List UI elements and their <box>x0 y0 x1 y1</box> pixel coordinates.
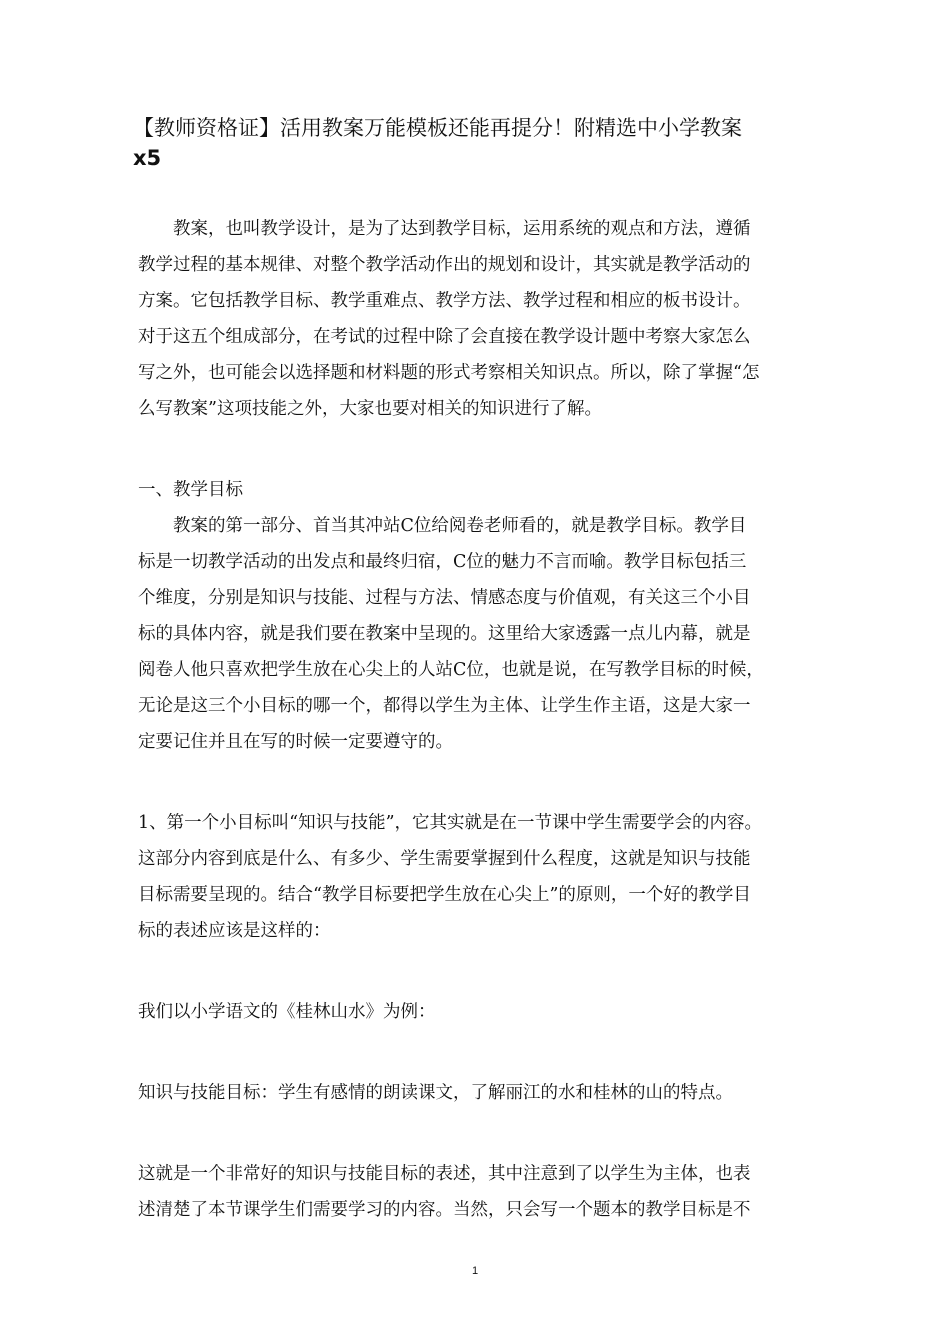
paragraph-line: 对于这五个组成部分，在考试的过程中除了会直接在教学设计题中考察大家怎么 <box>138 327 751 347</box>
paragraph-line: 这就是一个非常好的知识与技能目标的表述，其中注意到了以学生为主体，也表 <box>138 1164 751 1184</box>
section-heading: 一、教学目标 <box>138 480 243 500</box>
paragraph-line: 定要记住并且在写的时候一定要遵守的。 <box>138 732 453 752</box>
paragraph-line: 写之外，也可能会以选择题和材料题的形式考察相关知识点。所以，除了掌握“怎 <box>138 363 760 383</box>
paragraph-line: 教学过程的基本规律、对整个教学活动作出的规划和设计，其实就是教学活动的 <box>138 255 751 275</box>
paragraph-line: 阅卷人他只喜欢把学生放在心尖上的人站C位，也就是说，在写教学目标的时候， <box>138 660 764 680</box>
page-number: 1 <box>471 1265 479 1277</box>
paragraph-line: 个维度，分别是知识与技能、过程与方法、情感态度与价值观，有关这三个小目 <box>138 588 751 608</box>
paragraph-line: 标的具体内容，就是我们要在教案中呈现的。这里给大家透露一点儿内幕，就是 <box>138 624 751 644</box>
paragraph-line: 标是一切教学活动的出发点和最终归宿，C位的魅力不言而喻。教学目标包括三 <box>138 552 747 572</box>
paragraph-line: 无论是这三个小目标的哪一个，都得以学生为主体、让学生作主语，这是大家一 <box>138 696 751 716</box>
paragraph-line: 教案的第一部分、首当其冲站C位给阅卷老师看的，就是教学目标。教学目 <box>138 516 747 536</box>
paragraph-line: 这部分内容到底是什么、有多少、学生需要掌握到什么程度，这就是知识与技能 <box>138 849 751 869</box>
title-line-1: 【教师资格证】活用教案万能模板还能再提分！附精选中小学教案 <box>133 116 742 140</box>
paragraph-line: 方案。它包括教学目标、教学重难点、教学方法、教学过程和相应的板书设计。 <box>138 291 751 311</box>
paragraph-line: 么写教案”这项技能之外，大家也要对相关的知识进行了解。 <box>138 399 602 419</box>
document-title <box>133 112 833 174</box>
title-line-2: x5 <box>133 146 162 170</box>
paragraph-line: 教案，也叫教学设计，是为了达到教学目标，运用系统的观点和方法，遵循 <box>138 219 751 239</box>
paragraph-line: 标的表述应该是这样的： <box>138 921 331 941</box>
paragraph-line: 目标需要呈现的。结合“教学目标要把学生放在心尖上”的原则，一个好的教学目 <box>138 885 751 905</box>
paragraph-line: 我们以小学语文的《桂林山水》为例： <box>138 1002 436 1022</box>
paragraph-line: 1、第一个小目标叫“知识与技能”，它其实就是在一节课中学生需要学会的内容。 <box>138 813 763 833</box>
paragraph-line: 述清楚了本节课学生们需要学习的内容。当然，只会写一个题本的教学目标是不 <box>138 1200 751 1220</box>
paragraph-line: 知识与技能目标：学生有感情的朗读课文，了解丽江的水和桂林的山的特点。 <box>138 1083 733 1103</box>
